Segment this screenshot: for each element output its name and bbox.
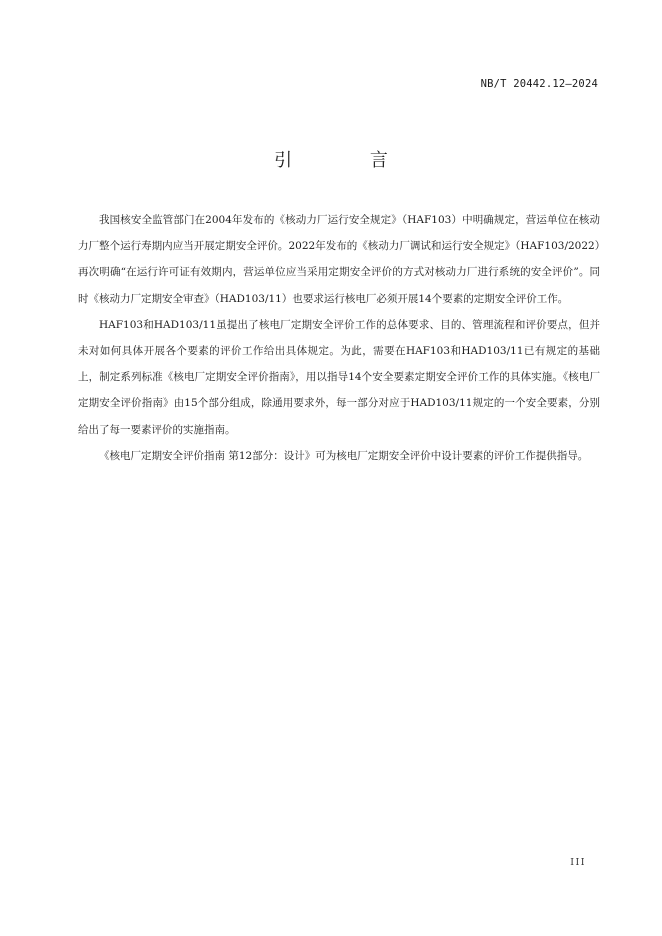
page-title: 引 言 [274, 150, 424, 171]
paragraph-3: 《核电厂定期安全评价指南 第12部分：设计》可为核电厂定期安全评价中设计要素的评价工作提供指导。 [99, 449, 589, 462]
standard-code: NB/T 20442.12—2024 [480, 78, 598, 90]
page-number: III [570, 857, 586, 868]
introduction-body [78, 207, 600, 469]
paragraph-2: HAF103和HAD103/11虽提出了核电厂定期安全评价工作的总体要求、目的、管理流程和评价要点，但并未对如何具体开展各个要素的评价工作给出具体规定。为此，需要在HAF103和HAD103/11已有规定的基础上，制定系列标准《核电厂定期安全评价指南》，用以指导14个安全要素定期安全评价工作的具体实施。《核电厂定期安全评价指南》由15个部分组成，除通用要求外，每一部分对应于HAD103/11规定的一个安全要素，分别给出了每一要素评价的实施指南。 [78, 318, 600, 436]
paragraph-1: 我国核安全监管部门在2004年发布的《核动力厂运行安全规定》（HAF103）中明确规定，营运单位在核动力厂整个运行寿期内应当开展定期安全评价。2022年发布的《核动力厂调试和运行安全规定》（HAF103/2022）再次明确“在运行许可证有效期内，营运单位应当采用定期安全评价的方式对核动力厂进行系统的安全评价”。同时《核动力厂定期安全审查》（HAD103/11）也要求运行核电厂必须开展14个要素的定期安全评价工作。 [78, 214, 600, 305]
